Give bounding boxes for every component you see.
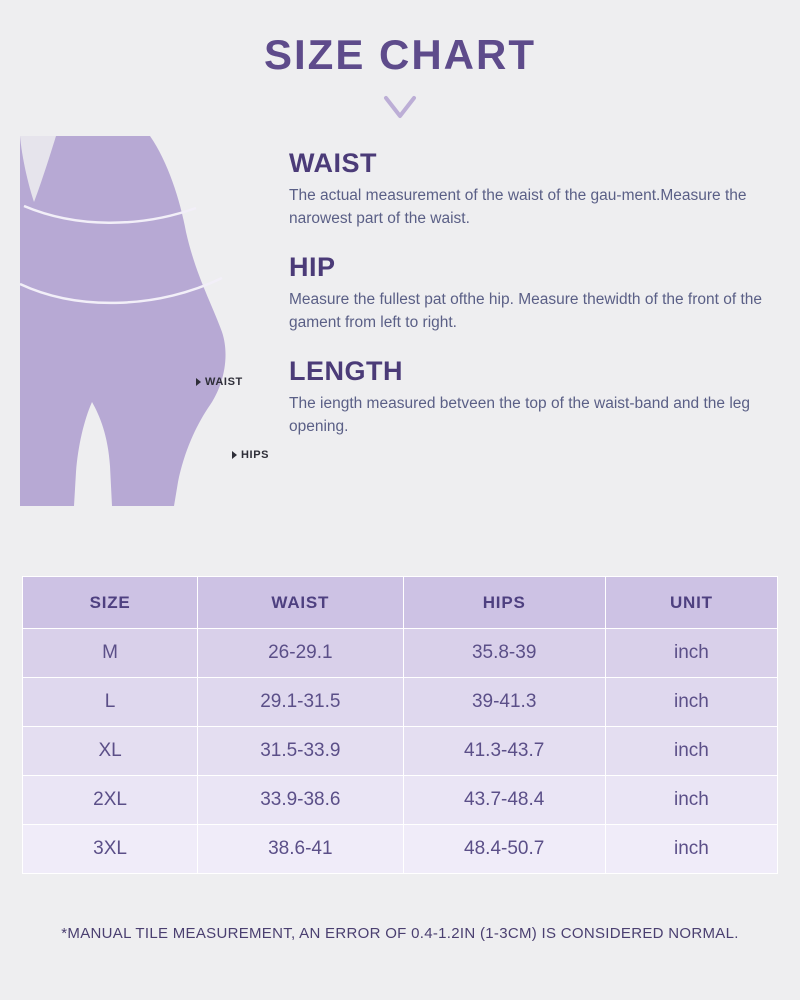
cell-unit: inch [605, 776, 777, 825]
body-figure [0, 136, 285, 516]
table-header-waist: WAIST [198, 577, 403, 629]
cell-hips: 48.4-50.7 [403, 825, 605, 874]
figure-hips-label [232, 449, 269, 461]
cell-unit: inch [605, 825, 777, 874]
cell-unit: inch [605, 678, 777, 727]
cell-waist: 29.1-31.5 [198, 678, 403, 727]
figure-waist-label [196, 376, 243, 388]
cell-unit: inch [605, 629, 777, 678]
table-row [23, 776, 778, 825]
cell-hips: 43.7-48.4 [403, 776, 605, 825]
cell-size: 3XL [23, 825, 198, 874]
cell-size: L [23, 678, 198, 727]
definition-list [285, 136, 800, 516]
size-table [22, 576, 778, 874]
table-header-hips: HIPS [403, 577, 605, 629]
definition-length-title: LENGTH [289, 356, 403, 387]
definition-length [289, 356, 770, 438]
table-header-row [23, 577, 778, 629]
definition-waist-title: WAIST [289, 148, 377, 179]
cell-waist: 26-29.1 [198, 629, 403, 678]
table-row [23, 629, 778, 678]
cell-size: XL [23, 727, 198, 776]
cell-waist: 31.5-33.9 [198, 727, 403, 776]
cell-waist: 33.9-38.6 [198, 776, 403, 825]
cell-waist: 38.6-41 [198, 825, 403, 874]
waist-arrow-icon [196, 378, 201, 386]
table-header-size: SIZE [23, 577, 198, 629]
page-title: SIZE CHART [264, 31, 536, 78]
definition-hip-body: Measure the fullest pat ofthe hip. Measure thewidth of the front of the gament from left to right. [289, 291, 763, 331]
cell-hips: 39-41.3 [403, 678, 605, 727]
cell-size: M [23, 629, 198, 678]
hips-label-text: HIPS [241, 449, 270, 462]
measurement-disclaimer: *MANUAL TILE MEASUREMENT, AN ERROR OF 0.4-1.2IN (1-3CM) IS CONSIDERED NORMAL. [61, 925, 739, 942]
cell-size: 2XL [23, 776, 198, 825]
waist-label-text: WAIST [205, 376, 243, 389]
definition-hip [289, 252, 770, 334]
table-row [23, 825, 778, 874]
definition-hip-title: HIP [289, 252, 336, 283]
cell-hips: 41.3-43.7 [403, 727, 605, 776]
table-row [23, 678, 778, 727]
measurement-guide [0, 136, 800, 516]
cell-hips: 35.8-39 [403, 629, 605, 678]
definition-length-body: The iength measured betveen the top of the waist-band and the leg opening. [289, 395, 751, 435]
cell-unit: inch [605, 727, 777, 776]
hips-arrow-icon [232, 451, 237, 459]
table-header-unit: UNIT [605, 577, 777, 629]
definition-waist [289, 148, 770, 230]
definition-waist-body: The actual measurement of the waist of the gau-ment.Measure the narowest part of the waist. [289, 187, 747, 227]
size-table-container [22, 576, 778, 874]
chevron-down-icon [0, 92, 800, 126]
table-row [23, 727, 778, 776]
